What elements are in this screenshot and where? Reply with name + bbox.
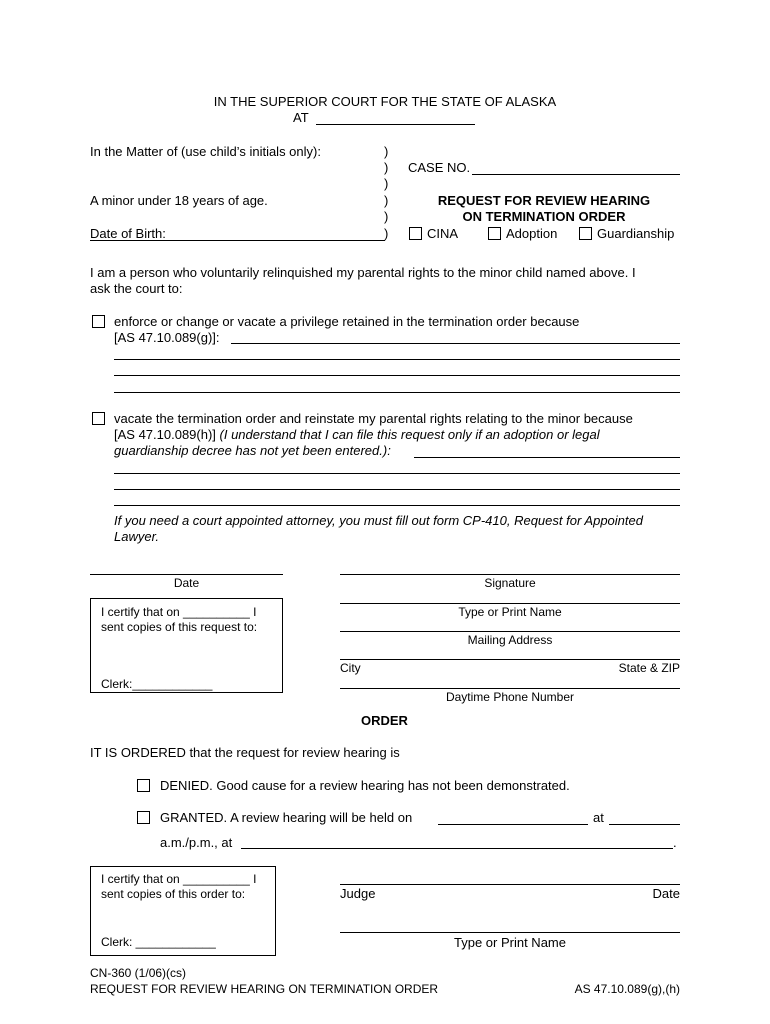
intro-line1: I am a person who voluntarily relinquished my parental rights to the minor child named above. I <box>90 265 636 280</box>
option-enforce-text: enforce or change or vacate a privilege retained in the termination order because <box>114 314 580 329</box>
footer-statute: AS 47.10.089(g),(h) <box>574 982 680 996</box>
signature-field[interactable] <box>340 574 680 575</box>
period: . <box>673 835 677 850</box>
phone-label: Daytime Phone Number <box>445 690 575 704</box>
option-enforce-checkbox[interactable] <box>92 315 105 328</box>
cina-label: CINA <box>427 226 459 241</box>
judge-name-field[interactable] <box>340 932 680 933</box>
judge-name-label: Type or Print Name <box>454 935 566 950</box>
hearing-location-field[interactable] <box>241 848 673 849</box>
name-field[interactable] <box>340 603 680 604</box>
form-title-line2: ON TERMINATION ORDER <box>462 209 626 224</box>
judge-signature-field[interactable] <box>340 884 680 885</box>
judge-label: Judge <box>340 886 376 901</box>
caption-paren: ) <box>384 209 389 224</box>
signature-label: Signature <box>484 576 536 590</box>
clerk-signature[interactable]: Clerk: ____________ <box>101 935 216 949</box>
date-field[interactable] <box>90 574 283 575</box>
option-vacate-checkbox[interactable] <box>92 412 105 425</box>
cina-checkbox[interactable] <box>409 227 422 240</box>
caption-paren: ) <box>384 176 389 191</box>
understanding-note-cont: guardianship decree has not yet been entered.): <box>114 443 391 458</box>
name-label: Type or Print Name <box>458 605 562 619</box>
guardianship-checkbox[interactable] <box>579 227 592 240</box>
order-date-label: Date <box>652 886 680 901</box>
phone-field[interactable] <box>340 688 680 689</box>
intro-line2: ask the court to: <box>90 281 183 296</box>
at-label: at <box>593 810 604 825</box>
ampm-label: a.m./p.m., at <box>160 835 233 850</box>
ordered-text: IT IS ORDERED that the request for review hearing is <box>90 745 400 760</box>
court-title: IN THE SUPERIOR COURT FOR THE STATE OF ALASKA <box>213 94 557 109</box>
option-enforce-statute: [AS 47.10.089(g)]: <box>114 330 220 345</box>
reason-line[interactable] <box>114 505 680 506</box>
form-title-line1: REQUEST FOR REVIEW HEARING <box>437 193 651 208</box>
caption-paren: ) <box>384 144 389 159</box>
city-state-zip-field[interactable] <box>340 659 680 660</box>
granted-text: GRANTED. A review hearing will be held on <box>160 810 413 825</box>
certify-line2: sent copies of this request to: <box>101 620 258 634</box>
reason-line[interactable] <box>231 343 680 344</box>
case-no-field[interactable] <box>472 174 680 175</box>
reason-line[interactable] <box>414 457 680 458</box>
dob-field[interactable] <box>90 240 385 241</box>
matter-label: In the Matter of (use child’s initials only): <box>90 144 321 159</box>
state-zip-label: State & ZIP <box>618 661 680 675</box>
adoption-label: Adoption <box>506 226 558 241</box>
granted-checkbox[interactable] <box>137 811 150 824</box>
reason-line[interactable] <box>114 359 680 360</box>
city-label: City <box>340 661 361 675</box>
certify-line1: I certify that on __________ I <box>101 872 257 886</box>
reason-line[interactable] <box>114 473 680 474</box>
caption-paren: ) <box>384 160 389 175</box>
date-label: Date <box>173 576 200 590</box>
reason-line[interactable] <box>114 392 680 393</box>
order-heading: ORDER <box>361 713 408 728</box>
reason-line[interactable] <box>114 489 680 490</box>
footer-form-title: REQUEST FOR REVIEW HEARING ON TERMINATION ORDER <box>90 982 439 996</box>
denied-checkbox[interactable] <box>137 779 150 792</box>
option-vacate-statute <box>114 427 600 442</box>
hearing-date-field[interactable] <box>438 824 588 825</box>
minor-label: A minor under 18 years of age. <box>90 193 268 208</box>
certify-line1: I certify that on __________ I <box>101 605 257 619</box>
court-location-field[interactable] <box>316 124 475 125</box>
caption-paren: ) <box>384 226 389 241</box>
denied-text: DENIED. Good cause for a review hearing has not been demonstrated. <box>160 778 570 793</box>
statute-ref: [AS 47.10.089(h)] <box>114 427 220 442</box>
address-field[interactable] <box>340 631 680 632</box>
clerk-certificate-box <box>90 866 276 956</box>
adoption-checkbox[interactable] <box>488 227 501 240</box>
guardianship-label: Guardianship <box>597 226 675 241</box>
attorney-note-line1: If you need a court appointed attorney, you must fill out form CP-410, Request for Appointed <box>114 513 643 528</box>
certify-line2: sent copies of this order to: <box>101 887 246 901</box>
clerk-signature[interactable]: Clerk:____________ <box>101 677 213 691</box>
hearing-time-field[interactable] <box>609 824 680 825</box>
reason-line[interactable] <box>114 375 680 376</box>
option-vacate-text: vacate the termination order and reinstate my parental rights relating to the minor because <box>114 411 633 426</box>
case-no-label: CASE NO. <box>408 160 471 175</box>
address-label: Mailing Address <box>467 633 553 647</box>
at-label: AT <box>293 110 309 125</box>
dob-label: Date of Birth: <box>90 226 166 241</box>
understanding-note: (I understand that I can file this request only if an adoption or legal <box>219 427 600 442</box>
clerk-certificate-box <box>90 598 283 693</box>
caption-paren: ) <box>384 193 389 208</box>
form-number: CN-360 (1/06)(cs) <box>90 966 187 980</box>
attorney-note-line2: Lawyer. <box>114 529 160 544</box>
